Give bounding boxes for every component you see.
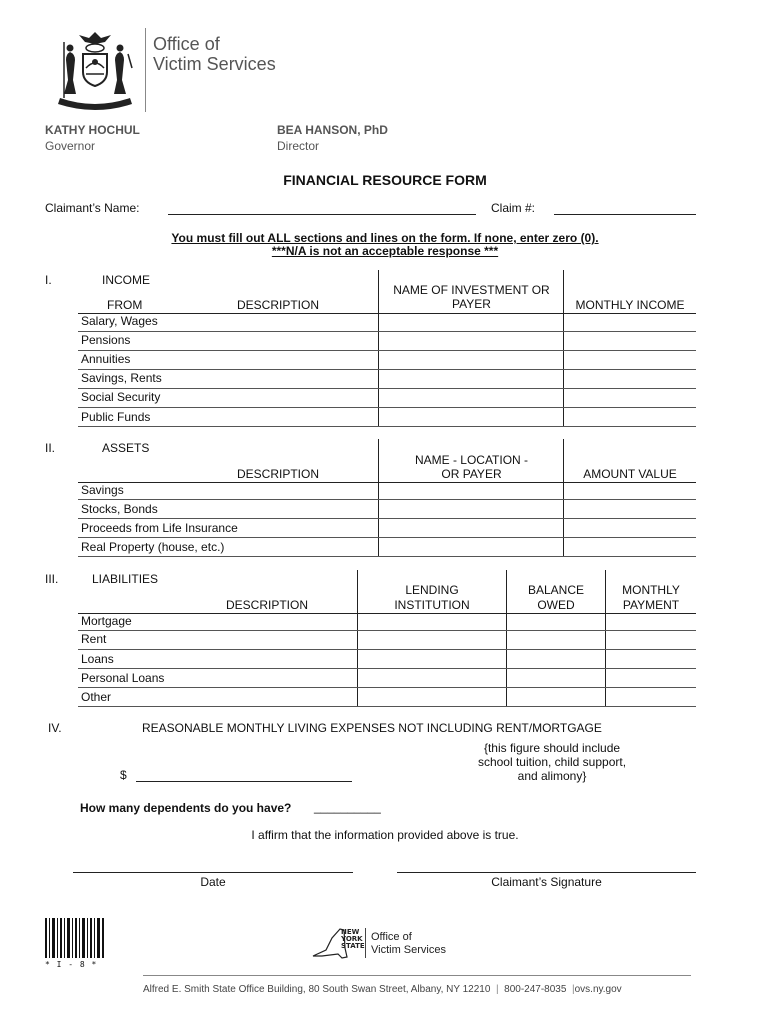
barcode-icon xyxy=(45,918,105,958)
signature-field[interactable] xyxy=(397,872,696,873)
liability-row-line[interactable] xyxy=(78,668,696,669)
claim-number-label: Claim #: xyxy=(491,201,536,215)
section-heading: INCOME xyxy=(102,273,150,287)
col-lending-l1: LENDING xyxy=(405,583,459,597)
asset-row-line[interactable] xyxy=(78,556,696,557)
claim-number-field[interactable] xyxy=(554,214,696,215)
liability-row-line[interactable] xyxy=(78,630,696,631)
agency-line1: Office of xyxy=(153,34,220,54)
dependents-question: How many dependents do you have? xyxy=(80,801,292,815)
income-row-label: Pensions xyxy=(81,333,131,347)
expenses-note-l1: {this figure should include xyxy=(483,741,621,755)
liability-row-line[interactable] xyxy=(78,687,696,688)
agency-name xyxy=(153,34,276,74)
expenses-note-l3: and alimony} xyxy=(517,769,587,783)
asset-row-line[interactable] xyxy=(78,518,696,519)
date-field[interactable] xyxy=(73,872,353,873)
income-row-line[interactable] xyxy=(78,388,696,389)
footer-agency-line1: Office of xyxy=(371,931,412,943)
liability-row-label: Other xyxy=(81,690,112,704)
income-row-line[interactable] xyxy=(78,369,696,370)
dollar-sign: $ xyxy=(120,768,127,782)
governor-title: Governor xyxy=(45,139,96,153)
instruction-line2: ***N/A is not an acceptable response *** xyxy=(271,244,499,258)
footer-agency-name xyxy=(371,931,446,957)
ny-state-seal-icon xyxy=(50,28,140,110)
liability-row-label: Personal Loans xyxy=(81,671,165,685)
footer-address: Alfred E. Smith State Office Building, 80 South Swan Street, Albany, NY 12210 xyxy=(143,984,491,995)
col-name-location-l1: NAME - LOCATION - xyxy=(414,453,529,467)
state-line3: STATE xyxy=(341,942,365,950)
income-row-line[interactable] xyxy=(78,331,696,332)
income-row-label: Social Security xyxy=(81,390,161,404)
footer-phone: 800-247-8035 xyxy=(504,984,567,995)
dependents-field[interactable]: __________ xyxy=(314,800,381,814)
liability-row-label: Rent xyxy=(81,632,107,646)
director-name: BEA HANSON, PhD xyxy=(277,123,388,137)
footer-contact: Alfred E. Smith State Office Building, 80 South Swan Street, Albany, NY 12210 | 800-247-8035 |ovs.ny.gov xyxy=(143,984,622,995)
form-title: FINANCIAL RESOURCE FORM xyxy=(283,172,487,188)
col-name-location-l2: OR PAYER xyxy=(441,467,502,481)
section-heading: ASSETS xyxy=(102,441,150,455)
state-line1: NEW xyxy=(341,928,360,936)
col-description: DESCRIPTION xyxy=(226,598,309,612)
col-amount-value: AMOUNT VALUE xyxy=(583,467,677,481)
col-monthly-income: MONTHLY INCOME xyxy=(575,298,685,312)
section-heading: REASONABLE MONTHLY LIVING EXPENSES NOT INCLUDING RENT/MORTGAGE xyxy=(142,721,602,735)
affirmation-text: I affirm that the information provided above is true. xyxy=(251,828,519,842)
section-numeral: IV. xyxy=(48,721,62,735)
date-label: Date xyxy=(200,875,226,889)
section-numeral: I. xyxy=(45,273,52,287)
income-row-line[interactable] xyxy=(78,407,696,408)
asset-row-label: Savings xyxy=(81,483,124,497)
col-from: FROM xyxy=(107,298,143,312)
liability-row-line[interactable] xyxy=(78,649,696,650)
asset-row-label: Stocks, Bonds xyxy=(81,502,158,516)
asset-row-label: Proceeds from Life Insurance xyxy=(81,521,238,535)
income-row-label: Public Funds xyxy=(81,410,151,424)
col-description: DESCRIPTION xyxy=(237,298,320,312)
income-row-label: Savings, Rents xyxy=(81,371,162,385)
income-row-label: Annuities xyxy=(81,352,131,366)
liability-row-label: Mortgage xyxy=(81,614,132,628)
col-balance-l1: BALANCE xyxy=(527,583,585,597)
expenses-amount-field[interactable] xyxy=(136,781,352,782)
col-monthly-l1: MONTHLY xyxy=(622,583,680,597)
agency-line2: Victim Services xyxy=(153,54,276,74)
state-line2: YORK xyxy=(341,935,363,943)
col-lending-l2: INSTITUTION xyxy=(394,598,470,612)
barcode-text: * I - 8 * xyxy=(45,960,98,969)
income-row-label: Salary, Wages xyxy=(81,314,158,328)
expenses-note-l2: school tuition, child support, xyxy=(477,755,627,769)
asset-row-label: Real Property (house, etc.) xyxy=(81,540,225,554)
col-balance-l2: OWED xyxy=(537,598,575,612)
claimant-name-field[interactable] xyxy=(168,214,476,215)
col-description: DESCRIPTION xyxy=(237,467,320,481)
section-heading: LIABILITIES xyxy=(92,572,159,586)
section-numeral: II. xyxy=(45,441,56,455)
footer-web: ovs.ny.gov xyxy=(574,984,622,995)
col-monthly-l2: PAYMENT xyxy=(622,598,680,612)
liability-row-line[interactable] xyxy=(78,706,696,707)
signature-label: Claimant’s Signature xyxy=(491,875,602,889)
asset-row-line[interactable] xyxy=(78,499,696,500)
director-title: Director xyxy=(277,139,320,153)
claimant-name-label: Claimant’s Name: xyxy=(45,201,140,215)
col-investment-payer: NAME OF INVESTMENT OR PAYER xyxy=(393,283,550,311)
governor-name: KATHY HOCHUL xyxy=(45,123,140,137)
liability-row-label: Loans xyxy=(81,652,114,666)
section-numeral: III. xyxy=(45,572,59,586)
income-row-line[interactable] xyxy=(78,426,696,427)
instruction-line1: You must fill out ALL sections and lines on the form. If none, enter zero (0). xyxy=(171,231,599,245)
state-wordmark xyxy=(341,929,365,950)
asset-row-line[interactable] xyxy=(78,537,696,538)
footer-agency-line2: Victim Services xyxy=(371,944,446,956)
income-row-line[interactable] xyxy=(78,350,696,351)
